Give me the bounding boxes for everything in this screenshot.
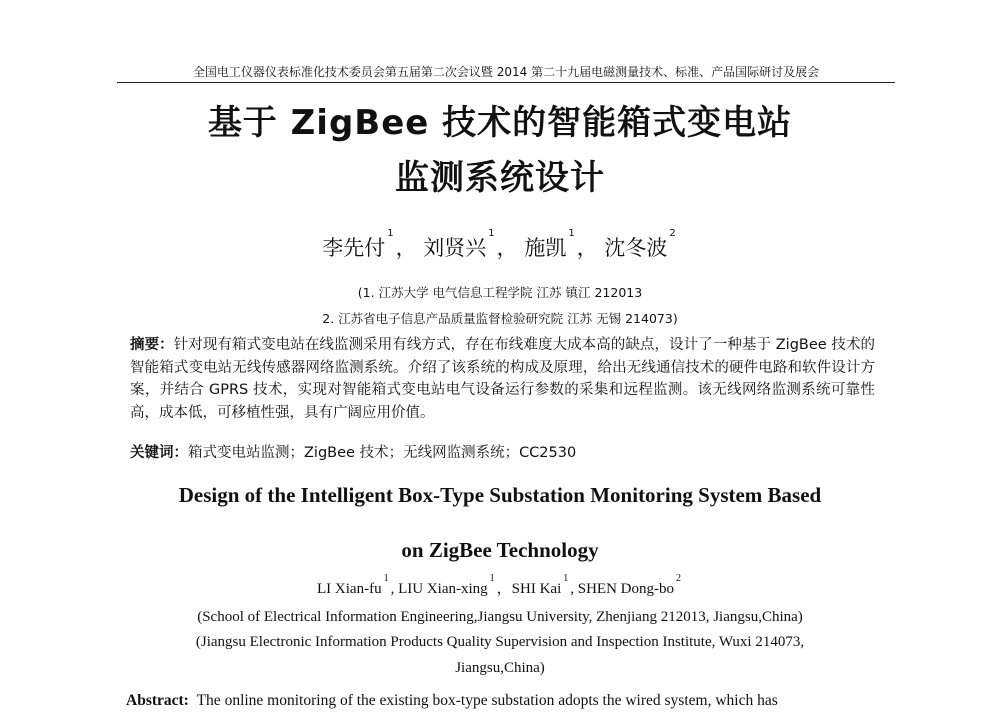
author-cn-sep-1: ，	[395, 236, 417, 260]
title-en-line2: on ZigBee Technology	[401, 538, 599, 562]
affiliation-en-2: (Jiangsu Electronic Information Products Quality Supervision and Inspection Institute, Wuxi 214073,	[195, 634, 805, 650]
author-cn-4: 沈冬波	[604, 236, 668, 260]
author-en-3-sup: 1	[563, 573, 569, 584]
author-en-1: LI Xian-fu	[317, 581, 382, 597]
author-en-2-sup: 1	[489, 573, 495, 584]
affiliation-cn-2: 2. 江苏省电子信息产品质量监督检验研究院 江苏 无锡 214073)	[322, 311, 678, 326]
abstract-en-text: The online monitoring of the existing box-type substation adopts the wired system, which has	[196, 692, 778, 709]
authors-en	[0, 573, 1000, 598]
author-cn-3: 施凯	[524, 236, 567, 260]
abstract-cn-text: 针对现有箱式变电站在线监测采用有线方式，存在布线难度大成本高的缺点，设计了一种基于 ZigBee 技术的智能箱式变电站无线传感器网络监测系统。介绍了该系统的构成及原理，给出无线通信技术的硬件电路和软件设计方案，并结合 GPRS 技术，实现对智能箱式变电站电气设备运行参数的采集和远程监测。该无线网络监测系统可靠性高，成本低，可移植性强，具有广阔应用价值。	[130, 337, 876, 421]
keywords-cn-label: 关键词：	[130, 445, 188, 461]
author-en-2: LIU Xian-xing	[398, 581, 488, 597]
author-cn-2: 刘贤兴	[423, 236, 487, 260]
author-en-sep-2: ，	[496, 581, 512, 597]
title-en-line1: Design of the Intelligent Box-Type Substation Monitoring System Based	[178, 483, 822, 507]
author-cn-1-sup: 1	[387, 228, 394, 239]
abstract-cn-label: 摘要：	[130, 337, 174, 353]
abstract-en-label: Abstract:	[126, 692, 189, 709]
author-en-3: SHI Kai	[511, 581, 562, 597]
keywords-cn	[130, 442, 875, 464]
author-cn-4-sup: 2	[669, 228, 676, 239]
title-cn-line1: 基于 ZigBee 技术的智能箱式变电站	[207, 103, 793, 143]
author-cn-sep-2: ，	[496, 236, 518, 260]
author-en-1-sup: 1	[383, 573, 389, 584]
affiliation-en-1: (School of Electrical Information Engineering,Jiangsu University, Zhenjiang 212013, Jiangsu,China)	[197, 609, 803, 625]
author-cn-1: 李先付	[322, 236, 386, 260]
abstract-cn	[130, 334, 875, 424]
author-en-4-sup: 2	[675, 573, 681, 584]
abstract-en	[126, 688, 886, 713]
author-en-sep-3: ,	[570, 581, 578, 597]
author-en-4: SHEN Dong-bo	[577, 581, 674, 597]
author-cn-2-sup: 1	[488, 228, 495, 239]
conference-header: 全国电工仪器仪表标准化技术委员会第五届第二次会议暨 2014 第二十九届电磁测量技术、标准、产品国际研讨及展会	[117, 64, 895, 83]
author-cn-3-sup: 1	[568, 228, 575, 239]
keywords-cn-text: 箱式变电站监测；ZigBee 技术；无线网监测系统；CC2530	[188, 445, 577, 461]
title-cn-line2: 监测系统设计	[395, 158, 605, 198]
author-cn-sep-3: ，	[576, 236, 598, 260]
author-en-sep-1: ,	[390, 581, 399, 597]
affiliation-en-3: Jiangsu,China)	[455, 660, 545, 676]
authors-cn	[0, 228, 1000, 262]
affiliation-cn-1: (1. 江苏大学 电气信息工程学院 江苏 镇江 212013	[357, 285, 643, 300]
